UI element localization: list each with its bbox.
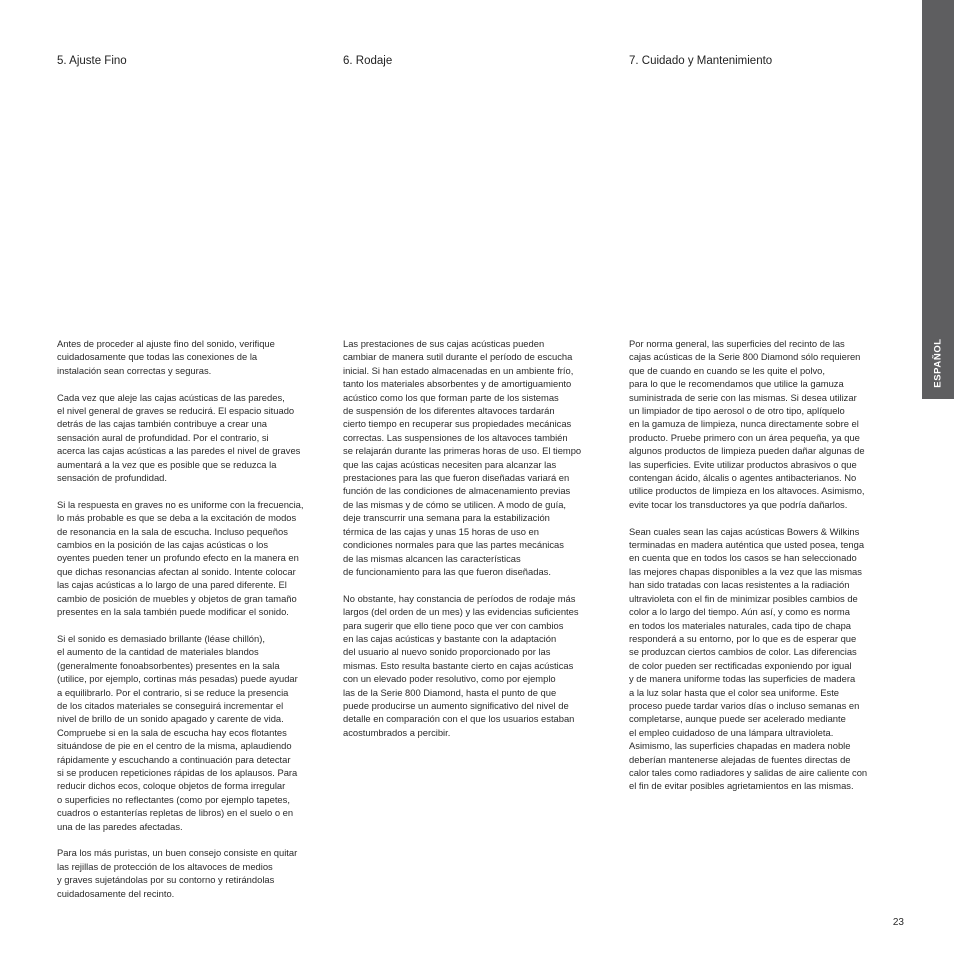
section-body	[629, 337, 901, 806]
page-number: 23	[892, 917, 904, 928]
paragraph: Para los más puristas, un buen consejo consiste en quitar las rejillas de protección de los altavoces de medios y graves sujetándolas por su contorno y retirándolas cuidadosamente del recinto.	[57, 847, 298, 899]
language-tab	[922, 0, 954, 399]
paragraph: Antes de proceder al ajuste fino del sonido, verifique cuidadosamente que todas las conexiones de la instalación sean correctas y seguras.	[57, 338, 275, 376]
section-body	[57, 337, 329, 913]
section-body	[343, 337, 615, 753]
section-heading: 6. Rodaje	[343, 55, 393, 67]
section-heading: 7. Cuidado y Mantenimiento	[629, 55, 773, 67]
language-tab-label: ESPAÑOL	[932, 338, 944, 388]
paragraph: Las prestaciones de sus cajas acústicas pueden cambiar de manera sutil durante el período de escucha inicial. Si han estado almacenadas en un ambiente frío, tanto los materiales absorbentes y de amortiguamiento acústico como los que forman parte de los sistemas de suspensión de los diferentes altavoces tardarán cierto tiempo en recuperar sus propiedades mecánicas correctas. Las suspensiones de los altavoces también se relajarán durante las primeras horas de uso. El tiempo que las cajas acústicas necesiten para alcanzar las prestaciones para las que fueron diseñadas variará en función de las condiciones de almacenamiento previas de las mismas y de cómo se utilicen. A modo de guía, deje transcurrir una semana para la estabilización térmica de las cajas y unas 15 horas de uso en condiciones normales para que las partes mecánicas de las mismas alcancen las características de funcionamiento para las que fueron diseñadas.	[343, 338, 582, 577]
section-heading: 5. Ajuste Fino	[57, 55, 127, 67]
paragraph: No obstante, hay constancia de períodos de rodaje más largos (del orden de un mes) y las evidencias suficientes para sugerir que ello tiene poco que ver con cambios en las cajas acústicas y bastante con la adaptación del usuario al nuevo sonido proporcionado por las mismas. Esto resulta bastante cierto en cajas acústicas con un elevado poder resolutivo, como por ejemplo las de la Serie 800 Diamond, hasta el punto de que puede producirse un aumento significativo del nivel de detalle en comparación con el que los usuarios estaban acostumbrados a percibir.	[343, 592, 579, 738]
paragraph: Sean cuales sean las cajas acústicas Bowers & Wilkins terminadas en madera auténtica que usted posea, tenga en cuenta que en todos los casos se han seleccionado las mejores chapas disponibles a la vez que las mismas han sido tratadas con lacas resistentes a la radiación ultravioleta con el fin de minimizar posibles cambios de color a lo largo del tiempo. Aún así, y como es norma en todos los materiales naturales, cada tipo de chapa responderá a su entorno, por lo que es de esperar que se produzcan ciertos cambios de color. Las diferencias de color pueden ser rectificadas exponiendo por igual y de manera uniforme todas las superficies de madera a la luz solar hasta que el color sea uniforme. Este proceso puede tardar varios días o incluso semanas en completarse, aunque puede ser acelerado mediante el empleo cuidadoso de una lámpara ultravioleta. Asimismo, las superficies chapadas en madera noble deberían mantenerse alejadas de fuentes directas de calor tales como radiadores y salidas de aire caliente con el fin de evitar posibles agrietamientos en las mismas.	[629, 525, 868, 792]
paragraph: Por norma general, las superficies del recinto de las cajas acústicas de la Serie 800 Diamond sólo requieren que de cuando en cuando se les quite el polvo, para lo que le recomendamos que utilice la gamuza suministrada de serie con las mismas. Si desea utilizar un limpiador de tipo aerosol o de otro tipo, aplíquelo en la gamuza de limpieza, nunca directamente sobre el producto. Pruebe primero con un área pequeña, ya que algunos productos de limpieza pueden dañar algunas de las superficies. Evite utilizar productos abrasivos o que contengan ácido, álcalis o agentes antibacterianos. No utilice productos de limpieza en los altavoces. Asimismo, evite tocar los transductores ya que podría dañarlos.	[629, 338, 865, 510]
paragraph: Si el sonido es demasiado brillante (léase chillón), el aumento de la cantidad de materiales blandos (generalmente fonoabsorbentes) presentes en la sala (utilice, por ejemplo, cortinas más pesadas) puede ayudar a equilibrarlo. Por el contrario, si se reduce la presencia de los citados materiales se conseguirá incrementar el nivel de brillo de un sonido apagado y carente de vida. Compruebe si en la sala de escucha hay ecos flotantes situándose de pie en el centro de la misma, aplaudiendo rápidamente y escuchando a continuación para detectar si se producen repeticiones rápidas de los aplausos. Para reducir dichos ecos, coloque objetos de forma irregular o superficies no reflectantes (como por ejemplo tapetes, cuadros o estanterías repletas de libros) en el suelo o en una de las paredes afectadas.	[57, 632, 298, 832]
paragraph: Cada vez que aleje las cajas acústicas de las paredes, el nivel general de graves se reducirá. El espacio situado detrás de las cajas también contribuye a crear una sensación aural de profundidad. Por el contrario, si acerca las cajas acústicas a las paredes el nivel de graves aumentará a la vez que es posible que se reduzca la sensación de profundidad.	[57, 391, 301, 484]
paragraph: Si la respuesta en graves no es uniforme con la frecuencia, lo más probable es que se deba a la excitación de modos de resonancia en la sala de escucha. Incluso pequeños cambios en la posición de las cajas acústicas o los oyentes pueden tener un profundo efecto en la manera en que dichas resonancias afectan al sonido. Intente colocar las cajas acústicas a lo largo de una pared diferente. El cambio de posición de muebles y objetos de gran tamaño presentes en la sala también puede modificar el sonido.	[57, 498, 304, 618]
